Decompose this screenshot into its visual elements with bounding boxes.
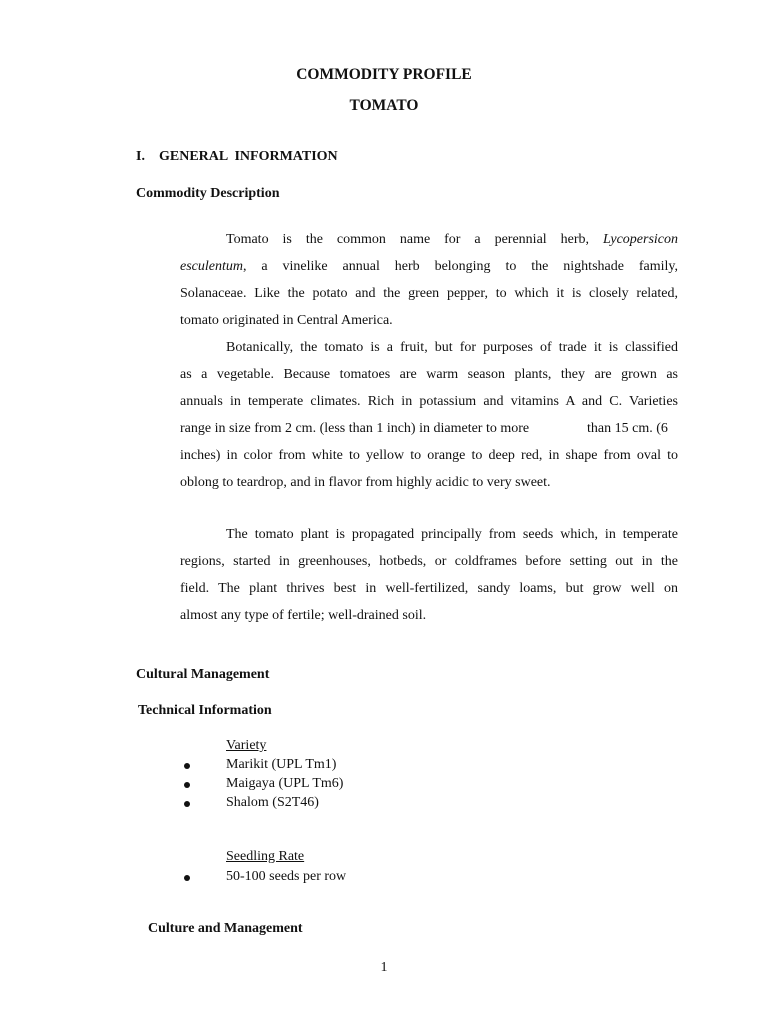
bullet-icon	[184, 875, 190, 881]
paragraph-2-line-2: as a vegetable. Because tomatoes are warm season plants, they are grown as	[180, 367, 678, 382]
paragraph-1-line-4: tomato originated in Central America.	[180, 313, 393, 328]
section-title: GENERAL INFORMATION	[159, 149, 338, 164]
list-item: Marikit (UPL Tm1)	[184, 757, 584, 776]
paragraph-2	[180, 334, 678, 496]
paragraph-1-line-1: Tomato is the common name for a perennial herb, Lycopersicon	[226, 232, 678, 247]
paragraph-3-line-2: regions, started in greenhouses, hotbeds, or coldframes before setting out in the	[180, 554, 678, 569]
section-number: I.	[136, 149, 145, 164]
bullet-icon	[184, 763, 190, 769]
technical-information-heading: Technical Information	[138, 703, 272, 718]
paragraph-2-line-6: oblong to teardrop, and in flavor from highly acidic to very sweet.	[180, 475, 551, 490]
bullet-icon	[184, 782, 190, 788]
cultural-management-heading: Cultural Management	[136, 667, 270, 682]
variety-label: Variety	[226, 738, 267, 753]
paragraph-3-line-3: field. The plant thrives best in well-fertilized, sandy loams, but grow well on	[180, 581, 678, 596]
paragraph-1	[180, 226, 678, 334]
bullet-icon	[184, 801, 190, 807]
paragraph-3-line-4: almost any type of fertile; well-drained soil.	[180, 608, 427, 623]
page-title: COMMODITY PROFILE	[296, 66, 472, 83]
paragraph-1-line-3: Solanaceae. Like the potato and the green pepper, to which it is closely related,	[180, 286, 678, 301]
page-subtitle: TOMATO	[349, 97, 419, 114]
commodity-description-heading: Commodity Description	[136, 186, 280, 201]
paragraph-3-line-1: The tomato plant is propagated principally from seeds which, in temperate	[226, 527, 678, 542]
culture-and-management-heading: Culture and Management	[148, 921, 303, 936]
list-item: 50-100 seeds per row	[184, 869, 584, 888]
list-item: Shalom (S2T46)	[184, 795, 584, 814]
paragraph-2-line-4: range in size from 2 cm. (less than 1 inch) in diameter to more than 15 cm. (6	[180, 421, 668, 436]
seedling-rate-label: Seedling Rate	[226, 849, 305, 864]
paragraph-3	[180, 521, 678, 629]
paragraph-1-line-2: esculentum, a vinelike annual herb belonging to the nightshade family,	[180, 259, 678, 274]
page-number: 1	[380, 960, 388, 975]
list-item: Maigaya (UPL Tm6)	[184, 776, 584, 795]
paragraph-2-line-5: inches) in color from white to yellow to orange to deep red, in shape from oval to	[180, 448, 678, 463]
paragraph-2-line-1: Botanically, the tomato is a fruit, but for purposes of trade it is classified	[226, 340, 678, 355]
paragraph-2-line-3: annuals in temperate climates. Rich in potassium and vitamins A and C. Varieties	[180, 394, 678, 409]
